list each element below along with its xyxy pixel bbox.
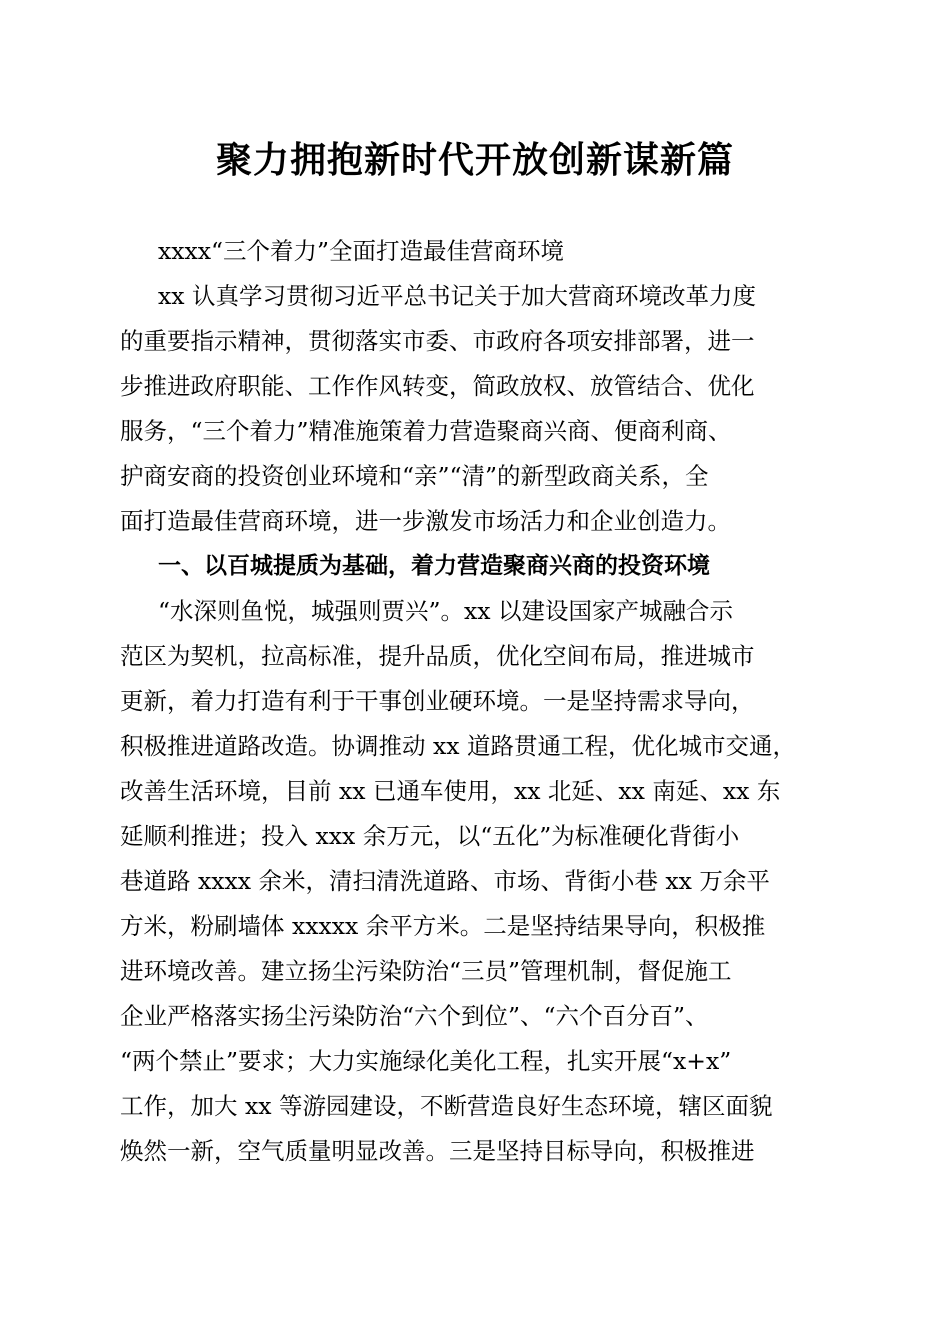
intro-line: 步推进政府职能、工作作风转变，简政放权、放管结合、优化 <box>120 372 755 400</box>
section-line: 更新，着力打造有利于干事创业硬环境。一是坚持需求导向， <box>120 687 755 715</box>
section-line: “两个禁止”要求；大力实施绿化美化工程，扎实开展“x+x” <box>120 1047 732 1075</box>
intro-line: 护商安商的投资创业环境和“亲”“清”的新型政商关系，全 <box>120 462 709 490</box>
intro-line: 的重要指示精神，贯彻落实市委、市政府各项安排部署，进一 <box>120 327 755 355</box>
section-line: 积极推进道路改造。协调推动 xx 道路贯通工程，优化城市交通， <box>120 732 796 760</box>
section-line: 范区为契机，拉高标准，提升品质，优化空间布局，推进城市 <box>120 642 755 670</box>
intro-line: 服务，“三个着力”精准施策着力营造聚商兴商、便商利商、 <box>120 417 732 445</box>
section-line: 进环境改善。建立扬尘污染防治“三员”管理机制，督促施工 <box>120 957 732 985</box>
section-line: 焕然一新，空气质量明显改善。三是坚持目标导向，积极推进 <box>120 1137 755 1165</box>
document-subtitle: xxxx“三个着力”全面打造最佳营商环境 <box>158 237 565 265</box>
section-line: 延顺利推进；投入 xxx 余万元，以“五化”为标准硬化背街小 <box>120 822 740 850</box>
section-line: “水深则鱼悦，城强则贾兴”。xx 以建设国家产城融合示 <box>158 597 734 625</box>
section-line: 改善生活环境，目前 xx 已通车使用，xx 北延、xx 南延、xx 东 <box>120 777 781 805</box>
document-body <box>120 229 826 1174</box>
section-line: 方米，粉刷墙体 xxxxx 余平方米。二是坚持结果导向，积极推 <box>120 912 766 940</box>
section-line: 巷道路 xxxx 余米，清扫清洗道路、市场、背街小巷 xx 万余平 <box>120 867 770 895</box>
section-line: 企业严格落实扬尘污染防治“六个到位”、“六个百分百”、 <box>120 1002 709 1030</box>
section-heading: 一、以百城提质为基础，着力营造聚商兴商的投资环境 <box>158 553 710 579</box>
document-title: 聚力拥抱新时代开放创新谋新篇 <box>215 139 734 181</box>
section-line: 工作，加大 xx 等游园建设，不断营造良好生态环境，辖区面貌 <box>120 1092 773 1120</box>
intro-line: xx 认真学习贯彻习近平总书记关于加大营商环境改革力度 <box>158 282 756 310</box>
intro-line: 面打造最佳营商环境，进一步激发市场活力和企业创造力。 <box>120 507 731 535</box>
